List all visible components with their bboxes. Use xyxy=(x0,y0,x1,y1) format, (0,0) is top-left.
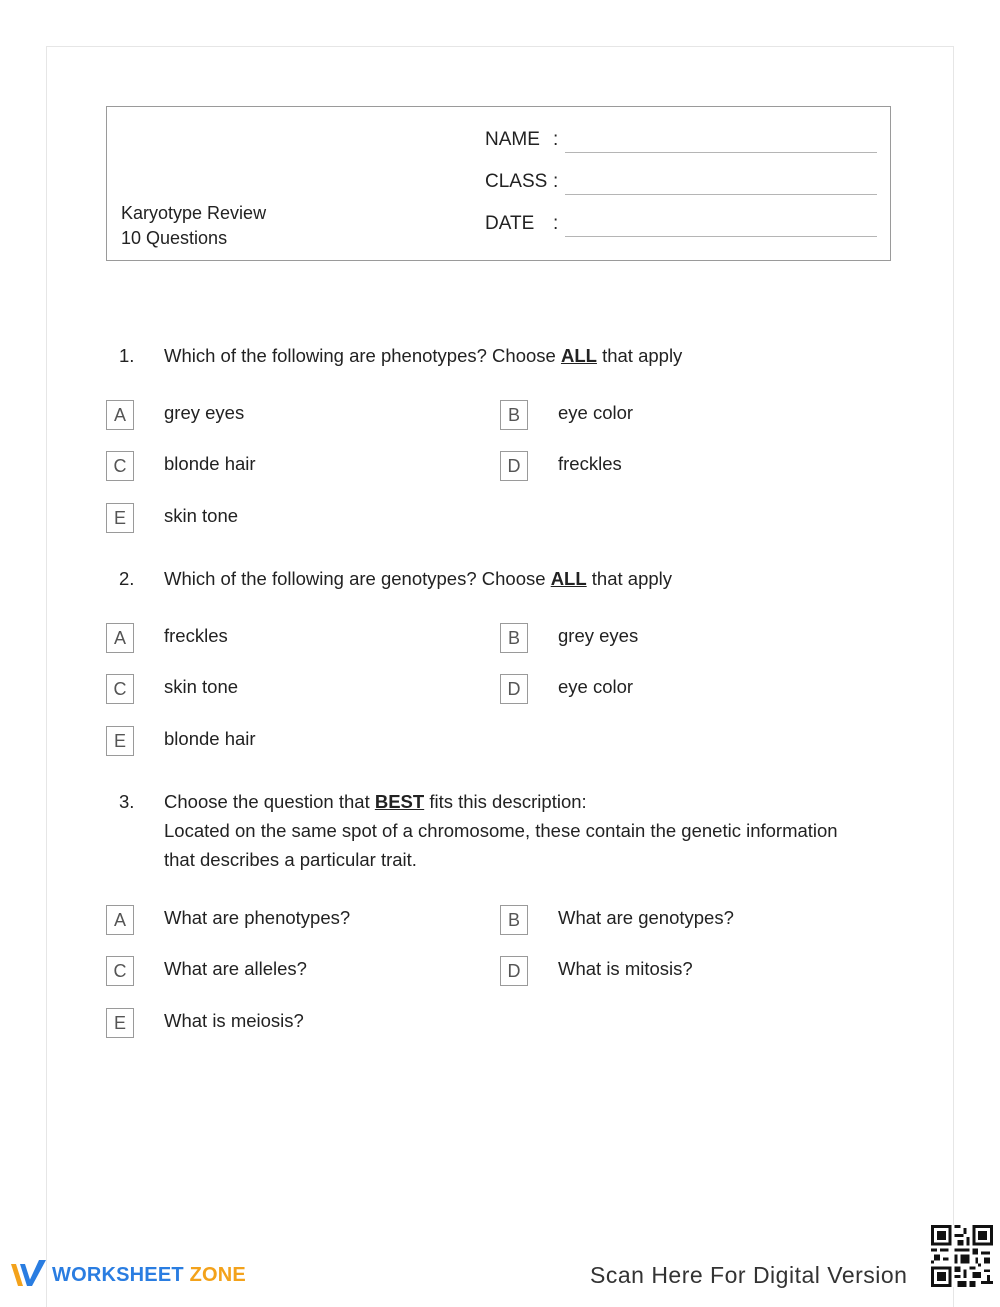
question-description-line: that describes a particular trait. xyxy=(164,849,417,870)
name-field[interactable] xyxy=(485,129,877,159)
option-letter-box[interactable]: B xyxy=(500,905,528,935)
option-letter-box[interactable]: C xyxy=(106,674,134,704)
question-text: Which of the following are genotypes? Choose ALL that apply xyxy=(164,568,673,589)
option-letter-box[interactable]: D xyxy=(500,451,528,481)
option-letter-box[interactable]: E xyxy=(106,1008,134,1038)
option-letter-box[interactable]: E xyxy=(106,726,134,756)
name-label: NAME xyxy=(485,129,540,150)
question-number: 1. xyxy=(119,345,135,366)
question-number: 2. xyxy=(119,568,135,589)
option-text: eye color xyxy=(558,676,634,697)
worksheet-title: Karyotype Review xyxy=(121,203,267,223)
question-text: Which of the following are phenotypes? Choose ALL that apply xyxy=(164,345,683,366)
scan-caption: Scan Here For Digital Version xyxy=(590,1262,908,1288)
question-description-line: Located on the same spot of a chromosome, these contain the genetic information xyxy=(164,820,838,841)
question-emphasis: ALL xyxy=(560,345,597,366)
option-text: What are phenotypes? xyxy=(164,907,351,928)
worksheet-question-count: 10 Questions xyxy=(121,228,228,248)
option-letter-box[interactable]: A xyxy=(106,400,134,430)
class-line[interactable] xyxy=(565,194,877,195)
option-letter-box[interactable]: D xyxy=(500,956,528,986)
option-text: grey eyes xyxy=(164,402,245,423)
worksheetzone-logo-icon xyxy=(10,1258,48,1290)
option-text: What are alleles? xyxy=(164,958,307,979)
option-text: skin tone xyxy=(164,676,239,697)
qr-code-icon[interactable] xyxy=(931,1225,993,1287)
option-text: What is meiosis? xyxy=(164,1010,304,1031)
option-text: What is mitosis? xyxy=(558,958,693,979)
option-letter-box[interactable]: C xyxy=(106,451,134,481)
class-label: CLASS xyxy=(485,171,548,192)
option-text: freckles xyxy=(558,453,622,474)
worksheet-title-block xyxy=(121,201,266,251)
option-text: grey eyes xyxy=(558,625,639,646)
option-text: eye color xyxy=(558,402,634,423)
option-text: blonde hair xyxy=(164,728,256,749)
question-emphasis: BEST xyxy=(374,791,425,812)
question-number: 3. xyxy=(119,791,135,812)
option-text: freckles xyxy=(164,625,228,646)
class-colon: : xyxy=(553,171,559,192)
option-letter-box[interactable]: E xyxy=(106,503,134,533)
option-letter-box[interactable]: A xyxy=(106,905,134,935)
option-letter-box[interactable]: B xyxy=(500,400,528,430)
question-text: Choose the question that BEST fits this description: Located on the same spot of a chromosome, these contain the genetic information that describes a particular trait. xyxy=(164,787,884,874)
date-field[interactable] xyxy=(485,213,877,243)
date-line[interactable] xyxy=(565,236,877,237)
date-colon: : xyxy=(553,213,559,234)
option-letter-box[interactable]: C xyxy=(106,956,134,986)
brand-name: WORKSHEET ZONE xyxy=(52,1264,246,1286)
name-colon: : xyxy=(553,129,559,150)
worksheet-header xyxy=(106,106,891,261)
name-line[interactable] xyxy=(565,152,877,153)
option-letter-box[interactable]: B xyxy=(500,623,528,653)
option-text: skin tone xyxy=(164,505,239,526)
option-letter-box[interactable]: A xyxy=(106,623,134,653)
option-text: What are genotypes? xyxy=(558,907,734,928)
question-emphasis: ALL xyxy=(550,568,587,589)
option-text: blonde hair xyxy=(164,453,256,474)
option-letter-box[interactable]: D xyxy=(500,674,528,704)
class-field[interactable] xyxy=(485,171,877,201)
date-label: DATE xyxy=(485,213,535,234)
